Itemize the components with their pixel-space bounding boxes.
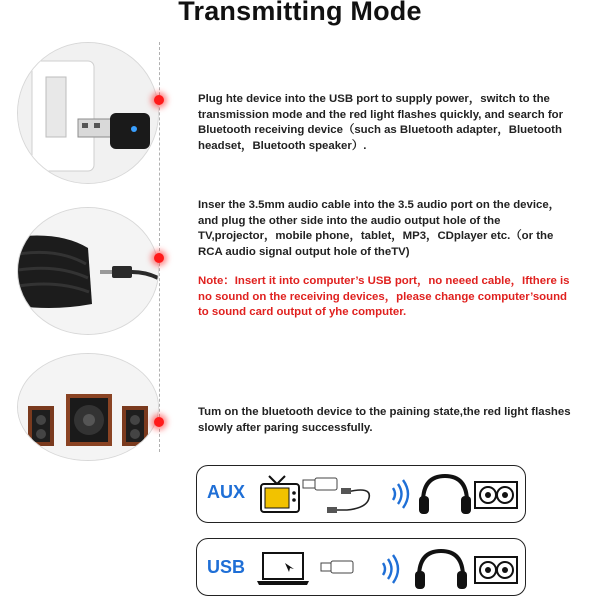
step-3-text: Tum on the bluetooth device to the paining state,the red light flashes slowly after paring successfully. [198, 406, 571, 434]
step-3-dot [154, 417, 164, 427]
usb-dongle-icon [321, 561, 353, 573]
usb-label: USB [207, 557, 246, 577]
tv-icon [261, 476, 299, 512]
aux-panel [196, 465, 526, 523]
step-3-text-block [198, 405, 578, 436]
step-2-dot [154, 253, 164, 263]
bluetooth-waves-icon [383, 555, 398, 583]
usb-panel [196, 538, 526, 596]
step-2-note: Note：Insert it into computer’s USB port，no neeed cable，Ifthere is no sound on the receiving devices，please change computer’sound to sound card output of yhe computer. [198, 275, 570, 318]
aux-cable-icon [327, 488, 369, 513]
laptop-icon [257, 553, 309, 585]
speaker-system-icon [18, 354, 158, 460]
bluetooth-waves-icon [393, 480, 408, 508]
usb-adapter-icon [18, 43, 158, 183]
headphones-icon [419, 476, 471, 514]
step-2-text: Inser the 3.5mm audio cable into the 3.5 audio port on the device，and plug the other side into the audio output hole of the TV,projector，mobile phone，tablet，MP3，CDplayer etc.（or the RCA audio signal output hole of theTV) [198, 199, 561, 258]
usb-dongle-icon [303, 478, 337, 490]
speaker-icon [475, 482, 517, 508]
step-1-text-block [198, 92, 578, 154]
audio-jack-icon [18, 208, 158, 334]
step-1-dot [154, 95, 164, 105]
step-1-image [17, 42, 159, 184]
aux-label: AUX [207, 482, 246, 502]
headphones-icon [415, 551, 467, 589]
step-2-image [17, 207, 159, 335]
page-title: Transmitting Mode [178, 0, 422, 26]
step-2-text-block [198, 198, 578, 321]
speaker-icon [475, 557, 517, 583]
step-1-text: Plug hte device into the USB port to supply power，switch to the transmission mode and the red light flashes quickly, and search for Bluetooth receiving device（such as Bluetooth adapter，Bluetooth headset，Bluetooth speaker）. [198, 93, 564, 152]
step-3-image [17, 353, 159, 461]
